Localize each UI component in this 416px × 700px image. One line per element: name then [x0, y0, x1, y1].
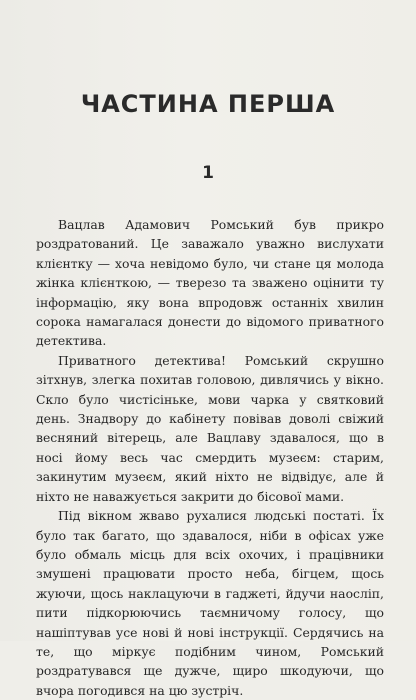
part-title: ЧАСТИНА ПЕРША — [80, 90, 336, 118]
paragraph-3: Під вікном жваво рухалися людські постаті. Їх було так багато, що здавалося, ніби в офісах уже було обмаль місць для всіх охочих, і працівники змушені працювати просто неба, бігцем, щось жуючи, щось наклацуючи в гаджеті, йдучи наосліп, пити підкорюючись таємничому голосу, що нашіптував усе нові й нові інструкції. Сердячись на те, що міркує подібним чином, Ромський роздратувався ще дужче, щиро шкодуючи, що вчора погодився на цю зустріч. — [36, 508, 384, 698]
paragraph-1: Вацлав Адамович Ромський був прикро роздратований. Це заважало уважно вислухати клієнтку — хоча невідомо було, чи стане ця молода жінка клієнткою, — тверезо та зважено оцінити ту інформацію, яку вона впродовж останніх хвилин сорока намагалася донести до відомого приватного детектива. — [36, 217, 384, 349]
chapter-number: 1 — [202, 163, 214, 183]
paragraph-2: Приватного детектива! Ромський скрушно зітхнув, злегка похитав головою, дивлячись у вікно. Скло було чистісіньке, мови чарка у святковий день. Знадвору до кабінету повівав доволі свіжий весняний вітерець, але Вацлаву здавалося, що в носі йому весь час смердить музеєм: старим, закинутим музеєм, який ніхто не відвідує, але й ніхто не наважується закрити до бісової мами. — [36, 352, 384, 504]
body-text — [36, 215, 384, 700]
